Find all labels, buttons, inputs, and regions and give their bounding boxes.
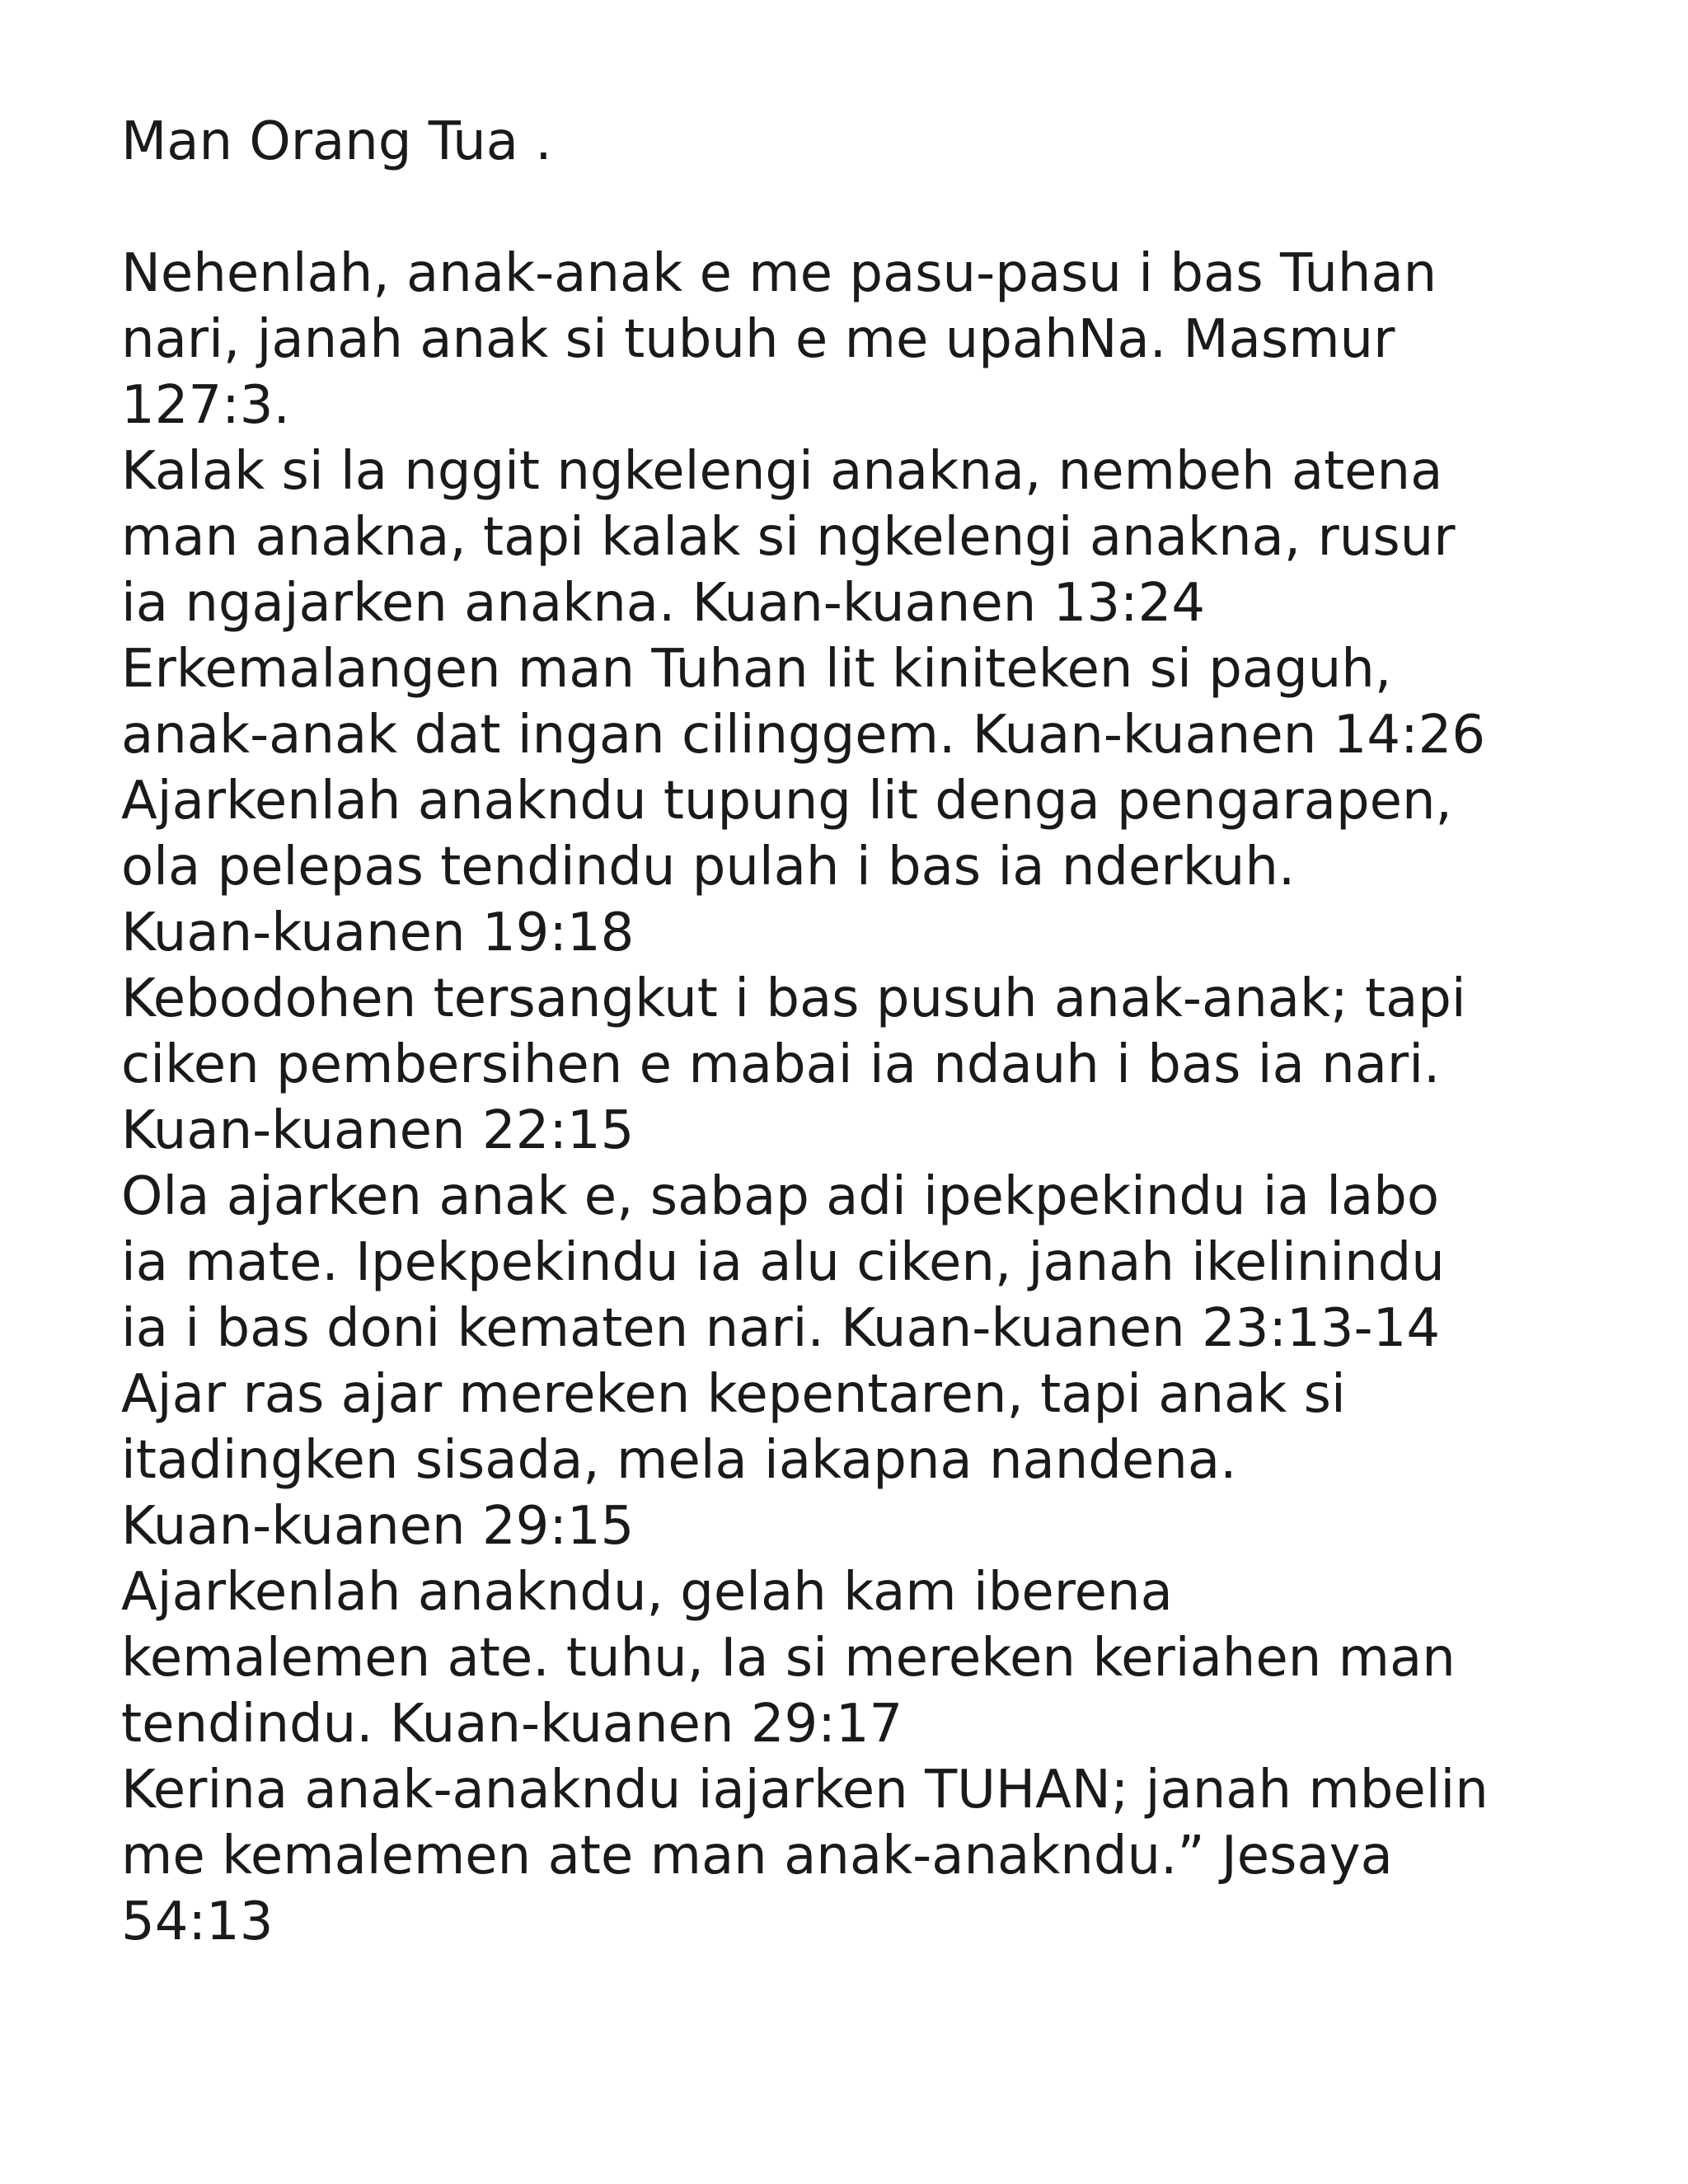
text-line: Nehenlah, anak-anak e me pasu-pasu i bas Tuhan	[121, 243, 1437, 304]
text-line: Kuan-kuanen 22:15	[121, 1100, 635, 1161]
text-line: nari, janah anak si tubuh e me upahNa. Masmur	[121, 309, 1395, 370]
text-line: Kuan-kuanen 19:18	[121, 902, 635, 963]
text-line: ia i bas doni kematen nari. Kuan-kuanen 23:13-14	[121, 1298, 1441, 1359]
text-line: Kalak si la nggit ngkelengi anakna, nembeh atena	[121, 441, 1443, 502]
document-title: Man Orang Tua .	[121, 111, 552, 172]
document-page	[121, 109, 1605, 1955]
text-line: 127:3.	[121, 375, 290, 436]
text-line: Ajarkenlah anakndu, gelah kam iberena	[121, 1562, 1173, 1623]
text-line: ia mate. Ipekpekindu ia alu ciken, janah ikelinindu	[121, 1232, 1445, 1293]
text-line: ia ngajarken anakna. Kuan-kuanen 13:24	[121, 573, 1206, 634]
text-line: Ajar ras ajar mereken kepentaren, tapi anak si	[121, 1364, 1346, 1425]
text-line: 54:13	[121, 1891, 274, 1952]
text-line: Kuan-kuanen 29:15	[121, 1496, 635, 1557]
text-line: Kerina anak-anakndu iajarken TUHAN; janah mbelin	[121, 1760, 1489, 1821]
text-line: Kebodohen tersangkut i bas pusuh anak-anak; tapi	[121, 968, 1466, 1029]
text-line: tendindu. Kuan-kuanen 29:17	[121, 1694, 903, 1755]
text-line: ola pelepas tendindu pulah i bas ia nderkuh.	[121, 837, 1296, 898]
text-line: Ajarkenlah anakndu tupung lit denga pengarapen,	[121, 771, 1452, 832]
blank-line	[121, 175, 1605, 241]
text-line: me kemalemen ate man anak-anakndu.” Jesaya	[121, 1825, 1393, 1886]
text-line: anak-anak dat ingan cilinggem. Kuan-kuanen 14:26	[121, 705, 1486, 766]
text-line: man anakna, tapi kalak si ngkelengi anakna, rusur	[121, 507, 1456, 568]
text-line: kemalemen ate. tuhu, Ia si mereken keriahen man	[121, 1628, 1456, 1689]
text-line: itadingken sisada, mela iakapna nandena.	[121, 1430, 1237, 1491]
text-line: Ola ajarken anak e, sabap adi ipekpekindu ia labo	[121, 1166, 1440, 1227]
text-line: ciken pembersihen e mabai ia ndauh i bas ia nari.	[121, 1034, 1441, 1095]
text-line: Erkemalangen man Tuhan lit kiniteken si paguh,	[121, 639, 1392, 700]
